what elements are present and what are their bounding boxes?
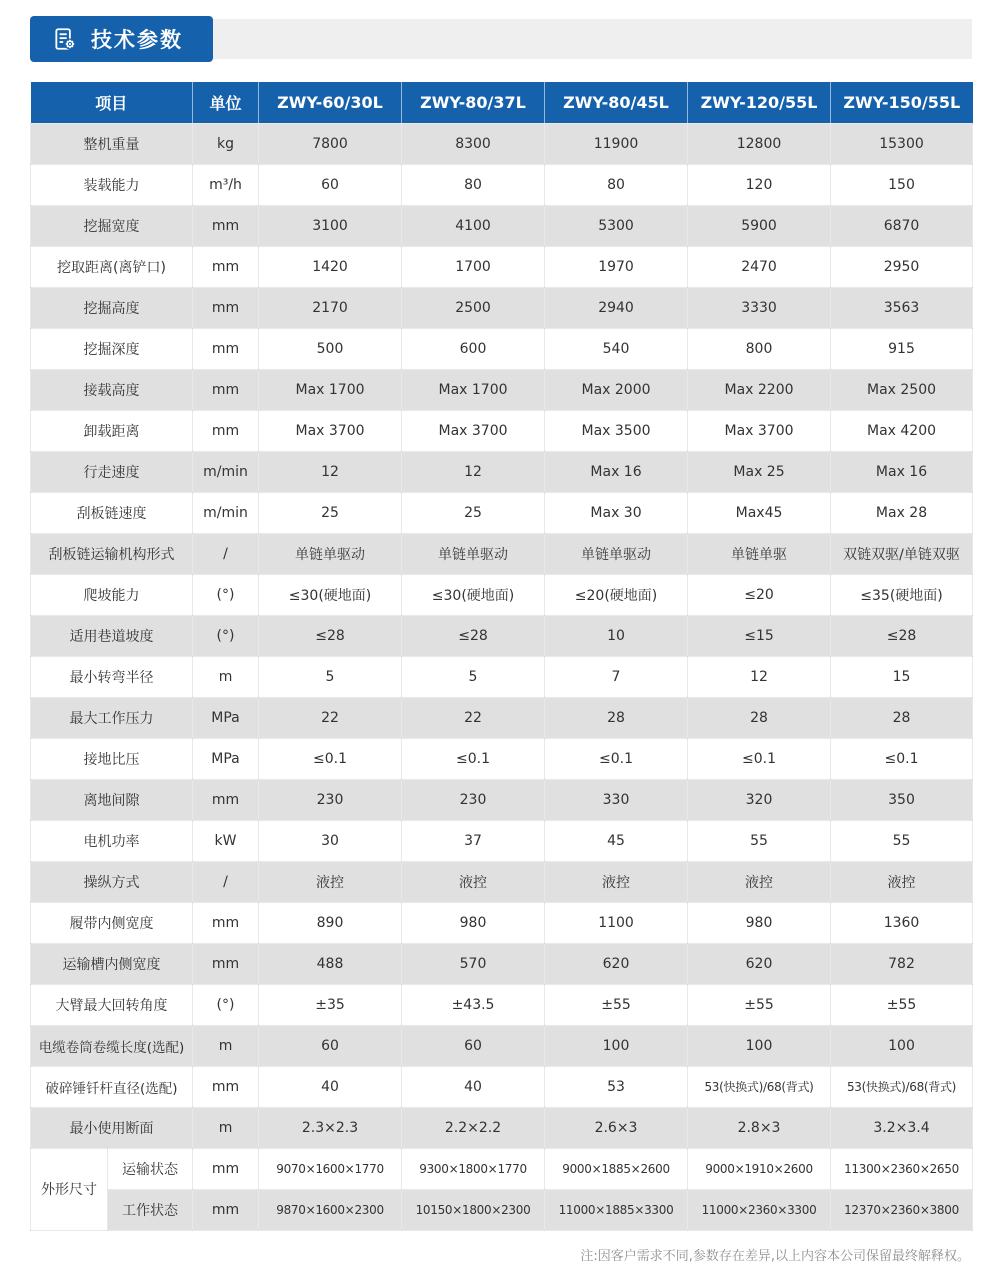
spec-unit: MPa — [193, 697, 259, 738]
spec-unit: (°) — [193, 615, 259, 656]
spec-value: Max45 — [688, 492, 831, 533]
spec-value: Max 3700 — [688, 410, 831, 451]
table-row — [31, 328, 973, 369]
spec-label: 挖掘高度 — [31, 287, 193, 328]
spec-label: 适用巷道坡度 — [31, 615, 193, 656]
spec-label: 接载高度 — [31, 369, 193, 410]
spec-value: ≤30(硬地面) — [259, 574, 402, 615]
spec-value: 12800 — [688, 123, 831, 164]
spec-label: 电缆卷筒卷缆长度(选配) — [31, 1025, 193, 1066]
spec-unit: (°) — [193, 984, 259, 1025]
spec-label: 卸载距离 — [31, 410, 193, 451]
spec-value: Max 3500 — [545, 410, 688, 451]
table-row — [31, 861, 973, 902]
spec-label: 接地比压 — [31, 738, 193, 779]
spec-value: 60 — [259, 164, 402, 205]
spec-label: 大臂最大回转角度 — [31, 984, 193, 1025]
spec-value: Max 16 — [831, 451, 973, 492]
spec-unit: mm — [193, 246, 259, 287]
table-row — [31, 820, 973, 861]
table-row — [31, 697, 973, 738]
column-header: 项目 — [31, 82, 193, 123]
spec-unit: m³/h — [193, 164, 259, 205]
spec-unit: mm — [193, 779, 259, 820]
spec-label: 离地间隙 — [31, 779, 193, 820]
spec-value: 25 — [259, 492, 402, 533]
spec-label: 刮板链速度 — [31, 492, 193, 533]
table-row — [31, 615, 973, 656]
spec-value: 11000×1885×3300 — [545, 1189, 688, 1230]
spec-label: 运输槽内侧宽度 — [31, 943, 193, 984]
spec-value: 100 — [688, 1025, 831, 1066]
column-header: ZWY-120/55L — [688, 82, 831, 123]
spec-label: 挖掘宽度 — [31, 205, 193, 246]
spec-value: 980 — [402, 902, 545, 943]
spec-value: ≤20 — [688, 574, 831, 615]
spec-value: 9070×1600×1770 — [259, 1148, 402, 1189]
spec-label: 挖掘深度 — [31, 328, 193, 369]
spec-value: 80 — [402, 164, 545, 205]
spec-value: 915 — [831, 328, 973, 369]
table-row — [31, 943, 973, 984]
spec-value: 25 — [402, 492, 545, 533]
table-row — [31, 1189, 973, 1230]
spec-value: ±43.5 — [402, 984, 545, 1025]
spec-value: 单链单驱动 — [259, 533, 402, 574]
spec-value: 液控 — [402, 861, 545, 902]
spec-value: 28 — [688, 697, 831, 738]
spec-value: 9000×1885×2600 — [545, 1148, 688, 1189]
spec-value: 2940 — [545, 287, 688, 328]
spec-unit: mm — [193, 1066, 259, 1107]
spec-value: 330 — [545, 779, 688, 820]
spec-unit: mm — [193, 943, 259, 984]
spec-value: 40 — [259, 1066, 402, 1107]
spec-value: 双链双驱/单链双驱 — [831, 533, 973, 574]
spec-value: ±35 — [259, 984, 402, 1025]
table-row — [31, 984, 973, 1025]
spec-value: 3563 — [831, 287, 973, 328]
spec-value: 4100 — [402, 205, 545, 246]
spec-label: 装载能力 — [31, 164, 193, 205]
spec-value: 2.3×2.3 — [259, 1107, 402, 1148]
spec-value: 15300 — [831, 123, 973, 164]
spec-value: 8300 — [402, 123, 545, 164]
spec-unit: kW — [193, 820, 259, 861]
header-row — [31, 82, 973, 123]
table-row — [31, 656, 973, 697]
column-header: ZWY-80/37L — [402, 82, 545, 123]
spec-value: ≤0.1 — [545, 738, 688, 779]
spec-value: 2.8×3 — [688, 1107, 831, 1148]
spec-label: 行走速度 — [31, 451, 193, 492]
spec-value: 10150×1800×2300 — [402, 1189, 545, 1230]
column-header: ZWY-150/55L — [831, 82, 973, 123]
spec-value: 2950 — [831, 246, 973, 287]
spec-value: 3330 — [688, 287, 831, 328]
spec-value: 液控 — [688, 861, 831, 902]
document-gear-icon — [52, 26, 78, 52]
spec-value: 12 — [688, 656, 831, 697]
spec-value: 350 — [831, 779, 973, 820]
spec-value: 2500 — [402, 287, 545, 328]
spec-value: 5300 — [545, 205, 688, 246]
spec-value: 980 — [688, 902, 831, 943]
spec-unit: mm — [193, 205, 259, 246]
spec-value: 40 — [402, 1066, 545, 1107]
spec-value: 2470 — [688, 246, 831, 287]
spec-unit: m — [193, 1107, 259, 1148]
spec-unit: m — [193, 1025, 259, 1066]
spec-unit: mm — [193, 369, 259, 410]
spec-value: 3.2×3.4 — [831, 1107, 973, 1148]
spec-value: Max 2000 — [545, 369, 688, 410]
table-row — [31, 738, 973, 779]
spec-value: 12 — [402, 451, 545, 492]
spec-value: 单链单驱动 — [402, 533, 545, 574]
spec-value: 15 — [831, 656, 973, 697]
table-row — [31, 779, 973, 820]
table-row — [31, 492, 973, 533]
spec-value: 28 — [831, 697, 973, 738]
column-header: ZWY-60/30L — [259, 82, 402, 123]
spec-value: 液控 — [831, 861, 973, 902]
spec-value: Max 25 — [688, 451, 831, 492]
spec-value: Max 4200 — [831, 410, 973, 451]
spec-value: 22 — [402, 697, 545, 738]
spec-value: 22 — [259, 697, 402, 738]
spec-value: 45 — [545, 820, 688, 861]
spec-value: 1700 — [402, 246, 545, 287]
spec-value: 37 — [402, 820, 545, 861]
spec-value: 11900 — [545, 123, 688, 164]
dimension-state-label: 运输状态 — [108, 1148, 193, 1189]
table-row — [31, 205, 973, 246]
spec-value: 540 — [545, 328, 688, 369]
spec-label: 最小使用断面 — [31, 1107, 193, 1148]
spec-value: Max 2200 — [688, 369, 831, 410]
spec-value: 600 — [402, 328, 545, 369]
spec-value: 单链单驱动 — [545, 533, 688, 574]
spec-value: ≤35(硬地面) — [831, 574, 973, 615]
spec-value: 55 — [688, 820, 831, 861]
spec-unit: MPa — [193, 738, 259, 779]
spec-unit: kg — [193, 123, 259, 164]
spec-value: Max 2500 — [831, 369, 973, 410]
spec-label: 履带内侧宽度 — [31, 902, 193, 943]
spec-value: Max 16 — [545, 451, 688, 492]
spec-value: 7800 — [259, 123, 402, 164]
spec-value: ≤28 — [831, 615, 973, 656]
spec-value: 5 — [402, 656, 545, 697]
table-row — [31, 287, 973, 328]
spec-value: ±55 — [831, 984, 973, 1025]
spec-value: ≤15 — [688, 615, 831, 656]
spec-value: 28 — [545, 697, 688, 738]
spec-value: 100 — [831, 1025, 973, 1066]
spec-value: 液控 — [545, 861, 688, 902]
spec-value: ≤28 — [402, 615, 545, 656]
spec-table — [30, 82, 973, 1231]
spec-value: 1100 — [545, 902, 688, 943]
dimension-state-label: 工作状态 — [108, 1189, 193, 1230]
spec-value: 12 — [259, 451, 402, 492]
spec-value: ≤0.1 — [402, 738, 545, 779]
spec-value: 320 — [688, 779, 831, 820]
spec-unit: m — [193, 656, 259, 697]
spec-value: 12370×2360×3800 — [831, 1189, 973, 1230]
spec-value: ≤0.1 — [688, 738, 831, 779]
spec-unit: mm — [193, 328, 259, 369]
spec-unit: mm — [193, 410, 259, 451]
spec-value: 620 — [545, 943, 688, 984]
title-row — [30, 16, 972, 62]
spec-value: 5 — [259, 656, 402, 697]
spec-label: 电机功率 — [31, 820, 193, 861]
spec-value: 3100 — [259, 205, 402, 246]
spec-value: 2.6×3 — [545, 1107, 688, 1148]
spec-value: Max 3700 — [402, 410, 545, 451]
spec-value: Max 30 — [545, 492, 688, 533]
spec-label: 最小转弯半径 — [31, 656, 193, 697]
spec-value: 500 — [259, 328, 402, 369]
spec-value: 60 — [259, 1025, 402, 1066]
table-row — [31, 574, 973, 615]
spec-label: 破碎锤钎杆直径(选配) — [31, 1066, 193, 1107]
spec-value: 80 — [545, 164, 688, 205]
table-row — [31, 164, 973, 205]
table-row — [31, 369, 973, 410]
spec-value: 液控 — [259, 861, 402, 902]
spec-value: 1360 — [831, 902, 973, 943]
spec-value: 2.2×2.2 — [402, 1107, 545, 1148]
spec-value: 800 — [688, 328, 831, 369]
spec-value: ±55 — [688, 984, 831, 1025]
spec-unit: mm — [193, 1148, 259, 1189]
spec-label: 爬坡能力 — [31, 574, 193, 615]
spec-value: 55 — [831, 820, 973, 861]
spec-value: 570 — [402, 943, 545, 984]
table-row — [31, 1148, 973, 1189]
spec-value: 30 — [259, 820, 402, 861]
spec-value: 100 — [545, 1025, 688, 1066]
spec-value: 230 — [402, 779, 545, 820]
spec-value: 150 — [831, 164, 973, 205]
spec-value: 7 — [545, 656, 688, 697]
spec-value: Max 28 — [831, 492, 973, 533]
spec-unit: m/min — [193, 492, 259, 533]
spec-unit: mm — [193, 287, 259, 328]
spec-label: 挖取距离(离铲口) — [31, 246, 193, 287]
spec-value: 11000×2360×3300 — [688, 1189, 831, 1230]
table-row — [31, 123, 973, 164]
spec-value: 1970 — [545, 246, 688, 287]
dimension-group-label: 外形尺寸 — [31, 1148, 108, 1230]
spec-value: 6870 — [831, 205, 973, 246]
spec-value: 11300×2360×2650 — [831, 1148, 973, 1189]
spec-value: 230 — [259, 779, 402, 820]
table-row — [31, 1025, 973, 1066]
spec-value: ≤28 — [259, 615, 402, 656]
spec-value: 53 — [545, 1066, 688, 1107]
table-row — [31, 533, 973, 574]
spec-unit: / — [193, 533, 259, 574]
spec-label: 整机重量 — [31, 123, 193, 164]
spec-unit: (°) — [193, 574, 259, 615]
column-header: ZWY-80/45L — [545, 82, 688, 123]
spec-value: 53(快换式)/68(背式) — [831, 1066, 973, 1107]
spec-value: ≤30(硬地面) — [402, 574, 545, 615]
section-title: 技术参数 — [91, 28, 183, 52]
table-row — [31, 246, 973, 287]
spec-value: 782 — [831, 943, 973, 984]
spec-value: 5900 — [688, 205, 831, 246]
spec-value: 9870×1600×2300 — [259, 1189, 402, 1230]
spec-unit: mm — [193, 902, 259, 943]
spec-value: 9000×1910×2600 — [688, 1148, 831, 1189]
spec-label: 最大工作压力 — [31, 697, 193, 738]
spec-value: ±55 — [545, 984, 688, 1025]
spec-value: 单链单驱 — [688, 533, 831, 574]
spec-value: 1420 — [259, 246, 402, 287]
table-row — [31, 1107, 973, 1148]
spec-value: Max 1700 — [259, 369, 402, 410]
section-title-badge — [30, 16, 213, 62]
spec-label: 刮板链运输机构形式 — [31, 533, 193, 574]
spec-value: Max 1700 — [402, 369, 545, 410]
spec-value: 9300×1800×1770 — [402, 1148, 545, 1189]
spec-value: ≤0.1 — [259, 738, 402, 779]
spec-value: 10 — [545, 615, 688, 656]
spec-value: 53(快换式)/68(背式) — [688, 1066, 831, 1107]
spec-value: 890 — [259, 902, 402, 943]
table-row — [31, 410, 973, 451]
spec-value: 488 — [259, 943, 402, 984]
footnote: 注:因客户需求不同,参数存在差异,以上内容本公司保留最终解释权。 — [580, 1248, 970, 1264]
spec-value: 620 — [688, 943, 831, 984]
column-header: 单位 — [193, 82, 259, 123]
table-row — [31, 1066, 973, 1107]
spec-unit: mm — [193, 1189, 259, 1230]
spec-value: 120 — [688, 164, 831, 205]
spec-value: 2170 — [259, 287, 402, 328]
title-strip-decoration — [213, 19, 972, 59]
table-row — [31, 451, 973, 492]
spec-value: ≤20(硬地面) — [545, 574, 688, 615]
spec-value: Max 3700 — [259, 410, 402, 451]
spec-unit: m/min — [193, 451, 259, 492]
spec-value: ≤0.1 — [831, 738, 973, 779]
table-row — [31, 902, 973, 943]
spec-value: 60 — [402, 1025, 545, 1066]
spec-label: 操纵方式 — [31, 861, 193, 902]
spec-unit: / — [193, 861, 259, 902]
